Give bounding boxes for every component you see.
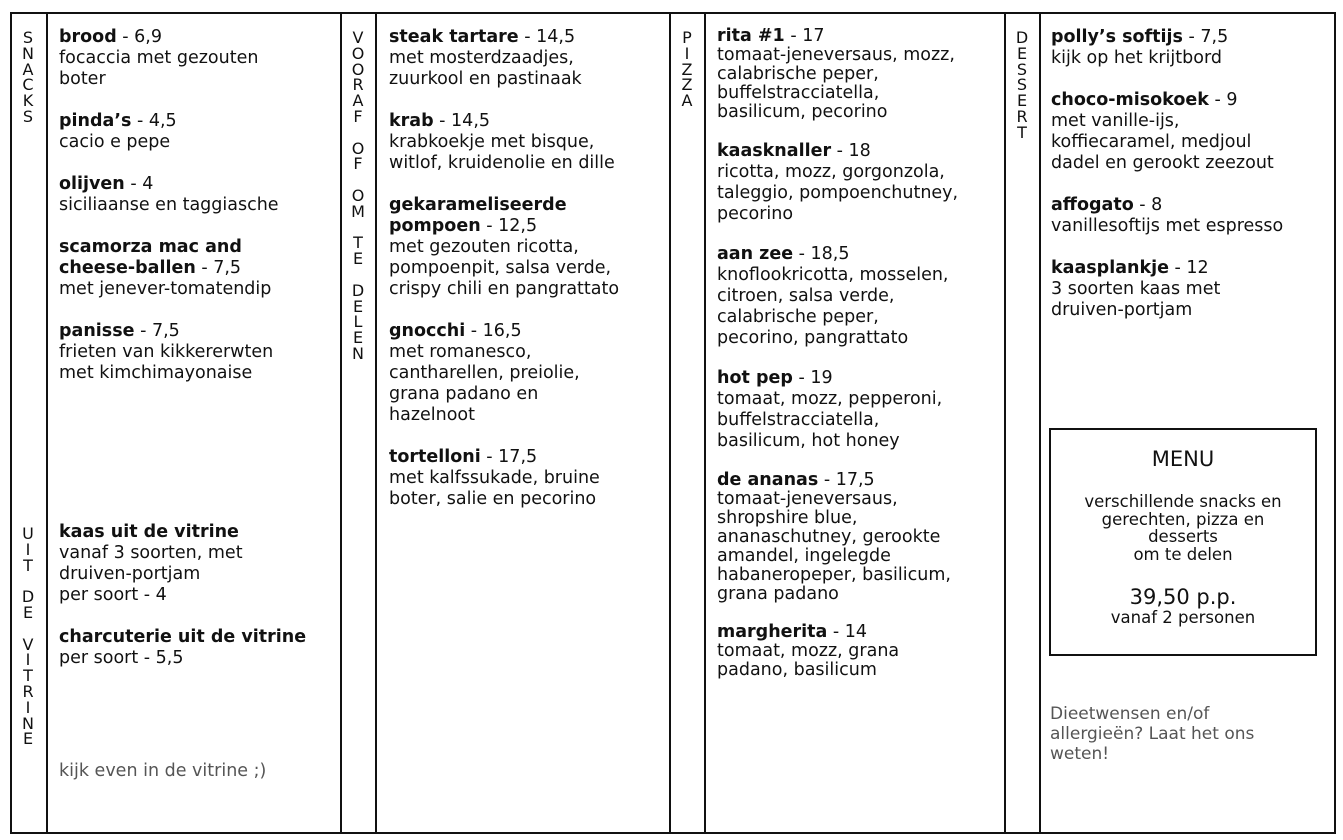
menu-item (717, 27, 1003, 122)
menu-item (59, 627, 337, 669)
item-description: frieten van kikkererwten met kimchimayonaise (59, 342, 274, 383)
item-price: - 12 (1168, 258, 1209, 278)
dessert-column (1051, 27, 1335, 342)
item-name: brood (59, 27, 117, 47)
snacks-column (59, 27, 337, 405)
vitrine-column (59, 522, 337, 690)
menu-item (59, 522, 337, 606)
item-price: - 18 (831, 141, 871, 161)
menu-item (389, 111, 667, 174)
item-description: met kalfssukade, bruine boter, salie en pecorino (389, 468, 600, 509)
item-name: gekarameliseerde pompoen (389, 195, 567, 236)
item-price: - 7,5 (134, 321, 180, 341)
menu-item (717, 141, 1003, 225)
menu-item (1051, 27, 1335, 69)
item-name: gnocchi (389, 321, 466, 341)
divider (1004, 12, 1006, 834)
item-name: rita #1 (717, 26, 785, 46)
menu-item (389, 447, 667, 510)
item-price: - 17,5 (818, 470, 875, 490)
item-name: hot pep (717, 368, 793, 388)
item-description: 3 soorten kaas met druiven-portjam (1051, 279, 1221, 320)
item-description: met mosterdzaadjes, zuurkool en pastinaak (389, 48, 582, 89)
item-name: scamorza mac and cheese-ballen (59, 237, 242, 278)
item-price: - 9 (1208, 90, 1238, 110)
item-price: - 4 (124, 174, 154, 194)
item-price: - 18,5 (793, 244, 850, 264)
allergy-note: Dieetwensen en/of allergieën? Laat het ons weten! (1050, 704, 1255, 764)
item-name: pinda’s (59, 111, 132, 131)
menu-item (59, 111, 337, 153)
item-description: met vanille-ijs, koffiecaramel, medjoul dadel en gerookt zeezout (1051, 111, 1274, 173)
item-name: olijven (59, 174, 125, 194)
menu-item (389, 195, 667, 300)
item-name: aan zee (717, 244, 794, 264)
item-price: - 7,5 (1182, 27, 1229, 47)
menu-item (59, 174, 337, 216)
item-description: focaccia met gezouten boter (59, 48, 259, 89)
item-name: steak tartare (389, 27, 519, 47)
item-price: - 6,9 (116, 27, 163, 47)
item-price: - 14,5 (433, 111, 491, 131)
set-menu-title: MENU (1151, 447, 1215, 471)
item-name: margherita (717, 622, 828, 642)
item-price: - 16,5 (465, 321, 522, 341)
item-name: tortelloni (389, 447, 481, 467)
section-label-vitrine: U I T D E V I T R I N E (21, 524, 35, 749)
item-name: polly’s softijs (1051, 27, 1183, 47)
menu-item (717, 623, 1003, 680)
item-price: - 4,5 (131, 111, 177, 131)
item-price: - 14,5 (518, 27, 576, 47)
item-description: siciliaanse en taggiasche (59, 195, 279, 215)
menu-item (389, 321, 667, 426)
item-description: tomaat, mozz, grana padano, basilicum (717, 641, 900, 680)
item-description: met gezouten ricotta, pompoenpit, salsa verde, crispy chili en pangrattato (389, 237, 620, 299)
set-menu-minimum: vanaf 2 personen (1110, 608, 1256, 627)
menu-item (59, 237, 337, 300)
item-description: met jenever-tomatendip (59, 279, 272, 299)
item-description: vanillesoftijs met espresso (1051, 216, 1284, 236)
divider (46, 12, 48, 834)
item-description: cacio e pepe (59, 132, 171, 152)
item-name: affogato (1051, 195, 1134, 215)
menu-item (59, 27, 337, 90)
menu-item (1051, 90, 1335, 174)
item-price: - 17,5 (480, 447, 538, 467)
item-name: kaasplankje (1051, 258, 1169, 278)
item-description: met romanesco, cantharellen, preiolie, grana padano en hazelnoot (389, 342, 580, 425)
section-label-pizza: P I Z Z A (681, 28, 693, 111)
divider (375, 12, 377, 834)
section-label-vooraf: V O O R A F O F O M T E D E L E N (351, 28, 365, 363)
vitrine-note: kijk even in de vitrine ;) (59, 761, 267, 781)
item-description: tomaat, mozz, pepperoni, buffelstracciatella, basilicum, hot honey (717, 389, 943, 451)
item-name: krab (389, 111, 434, 131)
section-label-snacks: S N A C K S (22, 28, 34, 126)
menu-item (717, 368, 1003, 452)
set-menu-description: verschillende snacks en gerechten, pizza en desserts om te delen (1084, 492, 1282, 564)
item-description: tomaat-jeneversaus, mozz, calabrische peper, buffelstracciatella, basilicum, pecorino (717, 45, 955, 122)
menu-item (717, 244, 1003, 349)
item-price: - 17 (784, 26, 825, 46)
item-description: knoflookricotta, mosselen, citroen, salsa verde, calabrische peper, pecorino, pangrattato (717, 265, 949, 348)
item-description: krabkoekje met bisque, witlof, kruidenolie en dille (389, 132, 615, 173)
item-name: charcuterie uit de vitrine (59, 627, 307, 647)
item-description: per soort - 5,5 (59, 648, 184, 668)
divider (669, 12, 671, 834)
item-name: kaasknaller (717, 141, 832, 161)
divider (340, 12, 342, 834)
pizza-column (717, 27, 1003, 701)
item-price: - 7,5 (195, 258, 242, 278)
menu-item (1051, 195, 1335, 237)
menu-item (717, 471, 1003, 604)
section-label-dessert: D E S S E R T (1015, 28, 1029, 142)
item-price: - 8 (1133, 195, 1163, 215)
item-price: - 12,5 (480, 216, 538, 236)
vooraf-column (389, 27, 667, 531)
item-description: ricotta, mozz, gorgonzola, taleggio, pompoenchutney, pecorino (717, 162, 959, 224)
item-price: - 19 (792, 368, 833, 388)
set-menu-box (1049, 428, 1317, 656)
menu-item (59, 321, 337, 384)
item-name: panisse (59, 321, 135, 341)
item-description: kijk op het krijtbord (1051, 48, 1222, 68)
item-name: choco-misokoek (1051, 90, 1209, 110)
menu-item (389, 27, 667, 90)
item-name: kaas uit de vitrine (59, 522, 239, 542)
item-description: vanaf 3 soorten, met druiven-portjam per soort - 4 (59, 543, 243, 605)
item-description: tomaat-jeneversaus, shropshire blue, ananaschutney, gerookte amandel, ingelegde habaneropeper, basilicum, grana padano (717, 489, 951, 604)
divider (704, 12, 706, 834)
divider (1039, 12, 1041, 834)
item-name: de ananas (717, 470, 819, 490)
item-price: - 14 (827, 622, 868, 642)
menu-item (1051, 258, 1335, 321)
set-menu-price: 39,50 p.p. (1129, 585, 1237, 609)
